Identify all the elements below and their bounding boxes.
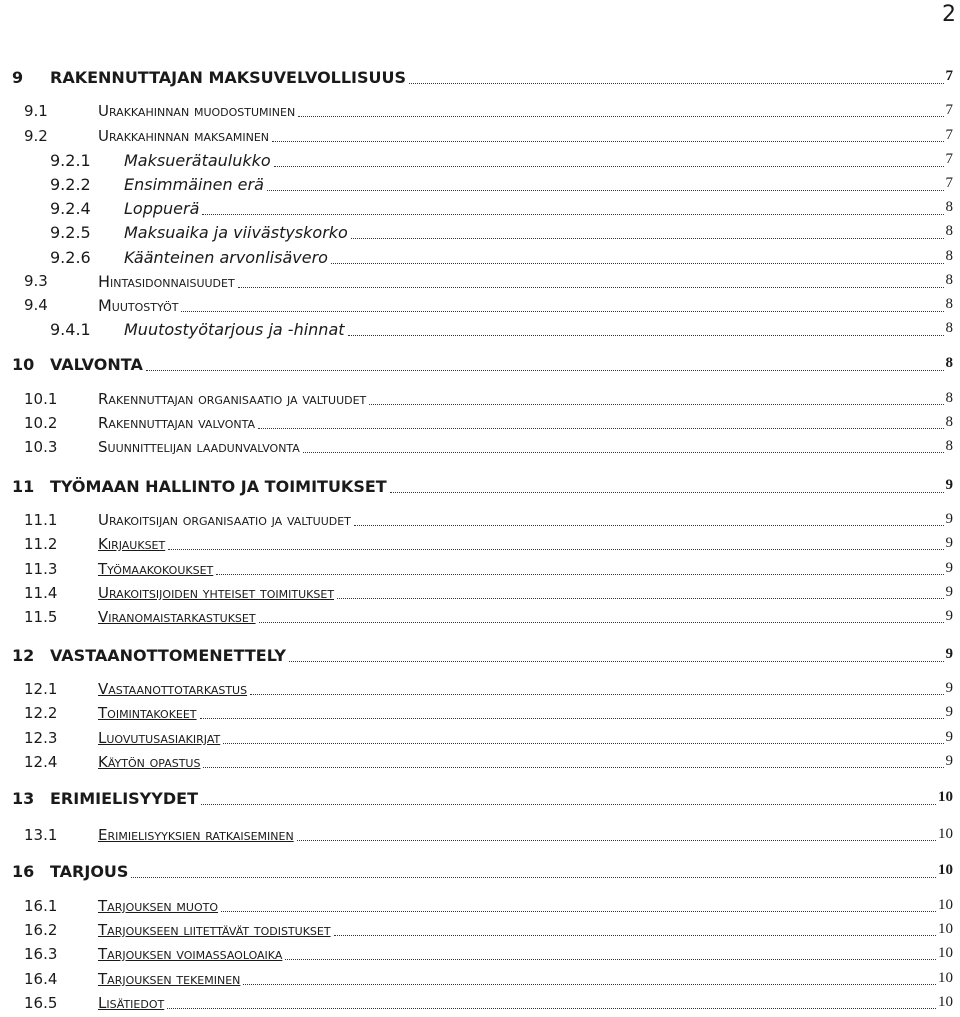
toc-entry[interactable] xyxy=(0,970,960,990)
toc-dot-leader xyxy=(146,370,944,371)
toc-dot-leader xyxy=(243,984,936,985)
toc-entry-number: 12.3 xyxy=(24,729,58,747)
toc-entry[interactable] xyxy=(0,438,960,458)
toc-entry[interactable] xyxy=(0,511,960,531)
toc-entry[interactable] xyxy=(0,175,960,195)
toc-dot-leader xyxy=(223,743,943,744)
toc-entry-number: 12 xyxy=(12,646,35,665)
toc-entry-title: Maksuerätaulukko xyxy=(124,151,271,170)
toc-entry-title: Urakkahinnan maksaminen xyxy=(98,127,270,145)
toc-entry-page: 10 xyxy=(938,862,953,878)
toc-entry-title: Tarjouksen voimassaoloaika xyxy=(98,945,283,963)
toc-entry-title: Luovutusasiakirjat xyxy=(98,729,221,747)
toc-entry[interactable] xyxy=(0,414,960,434)
toc-entry-title: ERIMIELISYYDET xyxy=(50,789,198,808)
toc-entry-title: RAKENNUTTAJAN MAKSUVELVOLLISUUS xyxy=(50,68,407,87)
toc-entry-page: 9 xyxy=(945,680,953,696)
toc-entry-number: 9.4 xyxy=(24,296,48,314)
toc-entry-title: Erimielisyyksien ratkaiseminen xyxy=(98,826,294,844)
toc-entry[interactable] xyxy=(0,584,960,604)
toc-entry-number: 12.4 xyxy=(24,753,58,771)
toc-dot-leader xyxy=(298,116,943,117)
toc-entry-page: 7 xyxy=(945,175,953,191)
toc-dot-leader xyxy=(351,238,944,239)
toc-entry[interactable] xyxy=(0,127,960,147)
toc-entry-page: 9 xyxy=(945,646,953,662)
toc-entry-number: 9.2 xyxy=(24,127,48,145)
toc-entry[interactable] xyxy=(0,753,960,773)
toc-entry-page: 9 xyxy=(945,729,953,745)
toc-entry-number: 10.3 xyxy=(24,438,58,456)
toc-dot-leader xyxy=(331,263,944,264)
toc-entry[interactable] xyxy=(0,680,960,700)
toc-dot-leader xyxy=(168,549,943,550)
toc-entry-page: 10 xyxy=(938,945,953,961)
toc-entry-number: 16.1 xyxy=(24,897,58,915)
toc-entry-title: TYÖMAAN HALLINTO JA TOIMITUKSET xyxy=(50,477,387,496)
toc-entry-number: 16.3 xyxy=(24,945,58,963)
toc-entry[interactable] xyxy=(0,320,960,340)
toc-entry-title: Muutostyöt xyxy=(98,296,179,315)
toc-entry-number: 16.5 xyxy=(24,994,58,1012)
toc-entry-page: 7 xyxy=(945,127,953,143)
toc-entry-title: Vastaanottotarkastus xyxy=(98,680,248,698)
toc-entry[interactable] xyxy=(0,102,960,122)
toc-entry-number: 9.2.6 xyxy=(50,248,91,267)
toc-entry-page: 8 xyxy=(945,414,953,430)
toc-dot-leader xyxy=(167,1008,936,1009)
toc-entry[interactable] xyxy=(0,994,960,1014)
toc-entry-page: 9 xyxy=(945,560,953,576)
toc-dot-leader xyxy=(203,767,943,768)
toc-dot-leader xyxy=(181,311,943,312)
toc-entry[interactable] xyxy=(0,704,960,724)
toc-entry-page: 9 xyxy=(945,511,953,527)
toc-entry-page: 8 xyxy=(945,199,953,215)
toc-entry[interactable] xyxy=(0,248,960,268)
toc-entry[interactable] xyxy=(0,296,960,316)
toc-entry-title: Muutostyötarjous ja -hinnat xyxy=(124,320,345,339)
toc-entry-page: 10 xyxy=(938,789,953,805)
toc-entry[interactable] xyxy=(0,945,960,965)
toc-entry-title: Kirjaukset xyxy=(98,535,166,553)
toc-dot-leader xyxy=(369,404,943,405)
toc-entry-title: TARJOUS xyxy=(50,862,129,881)
toc-entry-page: 10 xyxy=(938,897,953,913)
toc-entry[interactable] xyxy=(0,560,960,580)
toc-entry[interactable] xyxy=(0,789,960,809)
toc-entry-page: 7 xyxy=(945,102,953,118)
toc-entry[interactable] xyxy=(0,390,960,410)
toc-entry-number: 9 xyxy=(12,68,24,87)
toc-dot-leader xyxy=(221,911,936,912)
toc-entry-title: Viranomaistarkastukset xyxy=(98,608,256,626)
toc-dot-leader xyxy=(272,141,943,142)
toc-entry-number: 12.2 xyxy=(24,704,58,722)
toc-entry-title: Ensimmäinen erä xyxy=(124,175,264,194)
toc-dot-leader xyxy=(202,214,943,215)
toc-entry[interactable] xyxy=(0,826,960,846)
toc-dot-leader xyxy=(289,661,943,662)
toc-dot-leader xyxy=(303,452,944,453)
toc-entry-page: 8 xyxy=(945,390,953,406)
toc-entry-number: 9.4.1 xyxy=(50,320,91,339)
toc-dot-leader xyxy=(285,959,936,960)
toc-entry[interactable] xyxy=(0,535,960,555)
toc-entry-number: 9.3 xyxy=(24,272,48,290)
toc-entry-number: 9.2.4 xyxy=(50,199,91,218)
toc-entry-number: 9.2.5 xyxy=(50,223,91,242)
toc-entry-page: 8 xyxy=(945,223,953,239)
toc-entry-title: Käytön opastus xyxy=(98,753,201,771)
toc-entry-title: Tarjouksen tekeminen xyxy=(98,970,241,988)
toc-entry-number: 9.2.1 xyxy=(50,151,91,170)
toc-entry[interactable] xyxy=(0,272,960,292)
toc-dot-leader xyxy=(390,492,944,493)
toc-dot-leader xyxy=(348,335,944,336)
toc-entry-number: 11.3 xyxy=(24,560,58,578)
toc-entry-number: 13 xyxy=(12,789,35,808)
toc-entry-page: 9 xyxy=(945,477,953,493)
toc-entry-page: 8 xyxy=(945,272,953,288)
toc-dot-leader xyxy=(250,694,943,695)
toc-entry-page: 9 xyxy=(945,753,953,769)
toc-entry-title: Työmaakokoukset xyxy=(98,560,214,578)
toc-entry-number: 11.5 xyxy=(24,608,58,626)
toc-entry-title: Maksuaika ja viivästyskorko xyxy=(124,223,348,242)
toc-entry-title: Hintasidonnaisuudet xyxy=(98,272,235,291)
toc-entry-title: VASTAANOTTOMENETTELY xyxy=(50,646,287,665)
toc-entry-title: Urakoitsijan organisaatio ja valtuudet xyxy=(98,511,351,529)
toc-entry-number: 10.2 xyxy=(24,414,58,432)
toc-dot-leader xyxy=(258,428,944,429)
toc-dot-leader xyxy=(238,287,944,288)
toc-entry-number: 9.2.2 xyxy=(50,175,91,194)
toc-entry-number: 11.2 xyxy=(24,535,58,553)
toc-entry-number: 11.4 xyxy=(24,584,58,602)
toc-entry-title: Rakennuttajan valvonta xyxy=(98,414,255,432)
toc-entry-title: Lisätiedot xyxy=(98,994,165,1012)
toc-dot-leader xyxy=(297,840,936,841)
toc-entry-page: 9 xyxy=(945,535,953,551)
toc-entry-title: Tarjoukseen liitettävät todistukset xyxy=(98,921,331,939)
toc-entry[interactable] xyxy=(0,608,960,628)
toc-dot-leader xyxy=(131,877,936,878)
toc-entry[interactable] xyxy=(0,355,960,375)
toc-entry-title: Urakoitsijoiden yhteiset toimitukset xyxy=(98,584,335,602)
toc-entry-page: 9 xyxy=(945,704,953,720)
toc-entry-title: Käänteinen arvonlisävero xyxy=(124,248,328,267)
toc-entry-number: 16.2 xyxy=(24,921,58,939)
toc-entry[interactable] xyxy=(0,921,960,941)
toc-entry[interactable] xyxy=(0,199,960,219)
toc-entry-number: 10.1 xyxy=(24,390,58,408)
toc-entry[interactable] xyxy=(0,897,960,917)
toc-entry-number: 9.1 xyxy=(24,102,48,120)
page-number: 2 xyxy=(942,2,956,27)
toc-entry-number: 16.4 xyxy=(24,970,58,988)
toc-entry-title: Suunnittelijan laadunvalvonta xyxy=(98,438,300,456)
toc-entry-page: 8 xyxy=(945,296,953,312)
toc-entry-page: 8 xyxy=(945,438,953,454)
toc-entry-title: Urakkahinnan muodostuminen xyxy=(98,102,296,120)
toc-entry[interactable] xyxy=(0,862,960,882)
toc-entry-page: 8 xyxy=(945,320,953,336)
toc-entry[interactable] xyxy=(0,223,960,243)
toc-entry-page: 8 xyxy=(945,355,953,371)
toc-dot-leader xyxy=(409,83,943,84)
toc-entry-number: 11.1 xyxy=(24,511,58,529)
toc-entry[interactable] xyxy=(0,68,960,88)
toc-dot-leader xyxy=(354,525,944,526)
toc-dot-leader xyxy=(201,804,936,805)
toc-dot-leader xyxy=(267,190,944,191)
toc-entry-title: VALVONTA xyxy=(50,355,143,374)
toc-entry-title: Rakennuttajan organisaatio ja valtuudet xyxy=(98,390,367,408)
toc-entry-number: 10 xyxy=(12,355,35,374)
toc-entry-title: Toimintakokeet xyxy=(98,704,197,722)
toc-entry-page: 7 xyxy=(945,151,953,167)
toc-dot-leader xyxy=(259,622,944,623)
toc-entry-page: 8 xyxy=(945,248,953,264)
toc-entry[interactable] xyxy=(0,646,960,666)
toc-entry-page: 9 xyxy=(945,584,953,600)
toc-dot-leader xyxy=(334,935,936,936)
toc-entry-page: 7 xyxy=(945,68,953,84)
toc-entry-page: 10 xyxy=(938,826,953,842)
toc-dot-leader xyxy=(274,166,944,167)
toc-entry[interactable] xyxy=(0,151,960,171)
toc-entry-page: 9 xyxy=(945,608,953,624)
toc-entry-number: 11 xyxy=(12,477,35,496)
toc-dot-leader xyxy=(200,718,944,719)
toc-entry-page: 10 xyxy=(938,970,953,986)
toc-dot-leader xyxy=(216,574,943,575)
toc-entry[interactable] xyxy=(0,477,960,497)
toc-entry-title: Loppuerä xyxy=(124,199,200,218)
toc-entry[interactable] xyxy=(0,729,960,749)
toc-entry-page: 10 xyxy=(938,994,953,1010)
toc-dot-leader xyxy=(337,598,943,599)
toc-entry-number: 16 xyxy=(12,862,35,881)
toc-entry-title: Tarjouksen muoto xyxy=(98,897,219,915)
toc-entry-number: 12.1 xyxy=(24,680,58,698)
toc-entry-number: 13.1 xyxy=(24,826,58,844)
toc-entry-page: 10 xyxy=(938,921,953,937)
